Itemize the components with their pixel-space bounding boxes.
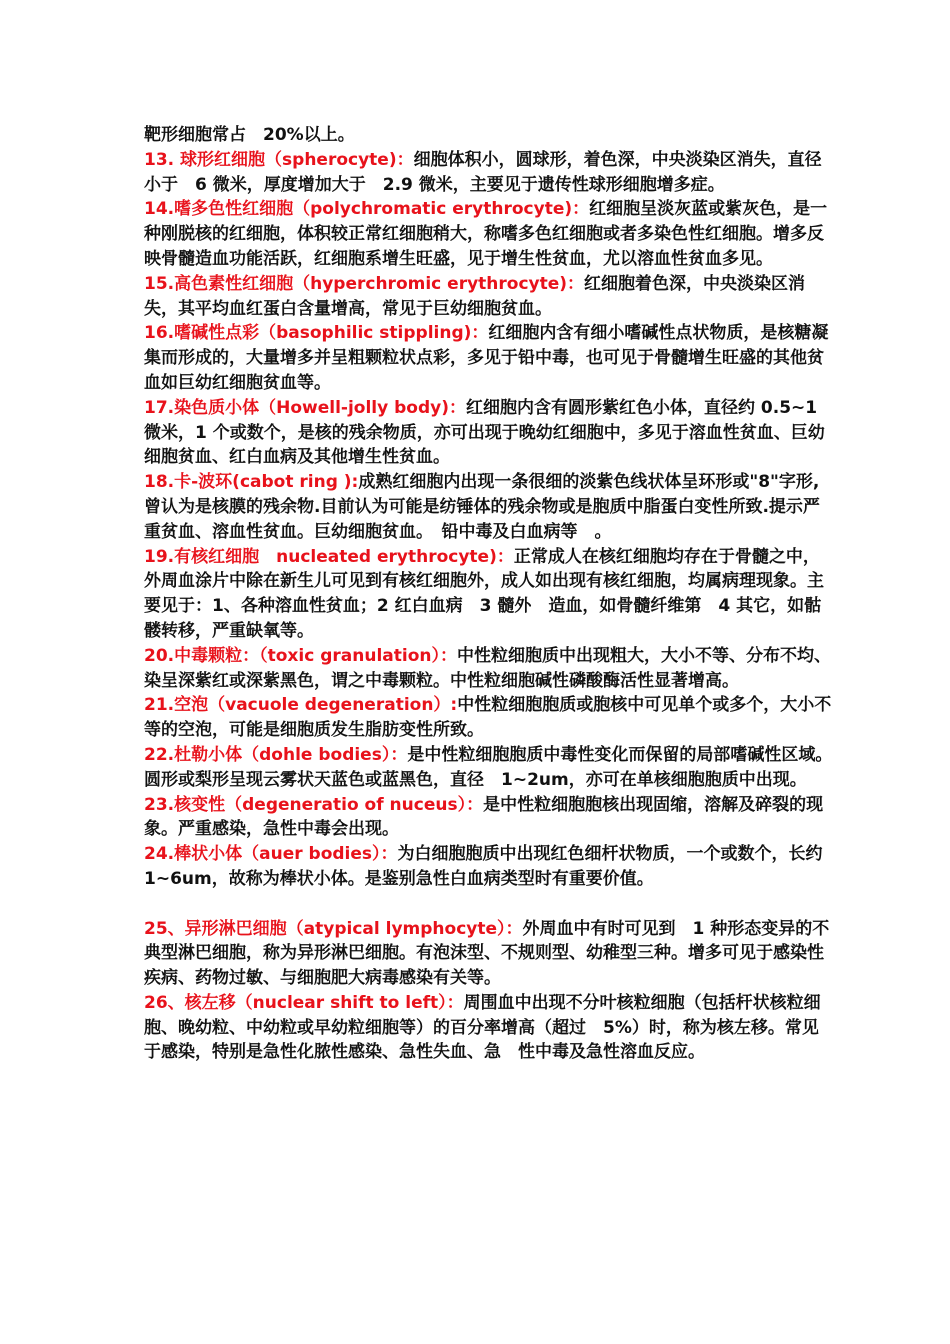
term-heading: 17.染色质小体（Howell-jolly body)： [144,397,466,418]
paragraph-nuclear-shift-left [144,991,834,1065]
paragraph-hyperchromic-erythrocyte [144,272,834,322]
paragraph-howell-jolly-body [144,396,834,470]
paragraph-text: 是中性粒细胞胞质中毒性变化而保留的局部嗜碱性区域。圆形或梨形呈现云雾状天蓝色或蓝黑色，直径 1~2um，亦可在单核细胞胞质中出现。 [144,744,833,790]
paragraph-dohle-bodies [144,743,834,793]
paragraph-auer-bodies [144,842,840,892]
paragraph-text: 正常成人在核红细胞均存在于骨髓之中，外周血涂片中除在新生儿可见到有核红细胞外，成人如出现有核红细胞，均属病理现象。主要见于：1、各种溶血性贫血；2 红白血病 3 髓外 造血，如骨髓纤维第 4 其它，如骷髅转移，严重缺氧等。 [144,546,824,641]
paragraph-text: 为白细胞胞质中出现红色细杆状物质，一个或数个，长约 1~6um，故称为棒状小体。是鉴别急性白血病类型时有重要价值。 [144,844,840,889]
paragraph-text: 中性粒细胞胞质或胞核中可见单个或多个，大小不等的空泡，可能是细胞质发生脂肪变性所致。 [144,695,832,741]
paragraph-gap [144,892,834,917]
term-heading: 14.嗜多色性红细胞（polychromatic erythrocyte)： [144,199,590,220]
paragraph-spherocyte [144,148,834,198]
term-heading: 23.核变性（degeneratio of nuceus）： [144,794,484,815]
term-heading: 21.空泡（vacuole degeneration）: [144,695,458,716]
paragraph-toxic-granulation [144,644,834,694]
paragraph-text: 红细胞内含有圆形紫红色小体，直径约 0.5~1 微米，1 个或数个，是核的残余物质，亦可出现于晚幼红细胞中，多见于溶血性贫血、巨幼细胞贫血、红白血病及其他增生性贫血。 [144,397,825,468]
term-heading: 16.嗜碱性点彩（basophilic stippling)： [144,323,489,344]
term-heading: 15.高色素性红细胞（hyperchromic erythrocyte)： [144,273,585,294]
paragraph-target-cell-tail [144,123,834,148]
paragraph-nucleated-erythrocyte [144,545,834,644]
paragraph-text: 细胞体积小，圆球形，着色深，中央淡染区消失，直径小于 6 微米，厚度增加大于 2.9 微米，主要见于遗传性球形细胞增多症。 [144,149,822,195]
term-heading: 20.中毒颗粒：（toxic granulation）： [144,645,457,666]
term-heading: 19.有核红细胞 nucleated erythrocyte)： [144,546,514,567]
term-heading: 25、异形淋巴细胞（atypical lymphocyte）： [144,918,523,939]
paragraph-text: 靶形细胞常占 20%以上。 [144,125,355,145]
paragraph-cabot-ring [144,470,834,544]
document-body [144,123,840,1065]
paragraph-text: 红细胞着色深，中央淡染区消失，其平均血红蛋白含量增高，常见于巨幼细胞贫血。 [144,273,806,319]
paragraph-atypical-lymphocyte [144,917,834,991]
paragraph-text: 是中性粒细胞胞核出现固缩，溶解及碎裂的现象。严重感染，急性中毒会出现。 [144,794,824,840]
term-heading: 26、核左移（nuclear shift to left）： [144,992,464,1013]
term-heading: 22.杜勒小体（dohle bodies）： [144,744,408,765]
paragraph-text: 中性粒细胞质中出现粗大，大小不等、分布不均、染呈深紫红或深紫黑色，谓之中毒颗粒。中性粒细胞碱性磷酸酶活性显著增高。 [144,645,831,691]
paragraph-polychromatic-erythrocyte [144,197,834,271]
paragraph-text: 成熟红细胞内出现一条很细的淡紫色线状体呈环形或"8"字形,曾认为是核膜的残余物.目前认为可能是纺锤体的残余物或是胞质中脂蛋白变性所致.提示严重贫血、溶血性贫血。巨幼细胞贫血。 铅中毒及白血病等 。 [144,472,820,542]
paragraph-text: 红细胞内含有细小嗜碱性点状物质，是核糖凝集而形成的，大量增多并呈粗颗粒状点彩，多见于铅中毒，也可见于骨髓增生旺盛的其他贫血如巨幼红细胞贫血等。 [144,323,829,393]
term-heading: 13. 球形红细胞（spherocyte)： [144,149,414,170]
paragraph-nuclear-degeneration [144,793,834,843]
paragraph-text: 周围血中出现不分叶核粒细胞（包括杆状核粒细胞、晚幼粒、中幼粒或早幼粒细胞等）的百分率增高（超过 5%）时，称为核左移。常见于感染，特别是急性化脓性感染、急性失血、急 性中毒及急性溶血反应。 [144,992,821,1063]
paragraph-basophilic-stippling [144,321,834,395]
term-heading: 18.卡-波环(cabot ring ): [144,472,359,493]
paragraph-text: 外周血中有时可见到 1 种形态变异的不典型淋巴细胞，称为异形淋巴细胞。有泡沫型、不规则型、幼稚型三种。增多可见于感染性疾病、药物过敏、与细胞肥大病毒感染有关等。 [144,918,830,989]
paragraph-vacuole-degeneration [144,693,834,743]
paragraph-text: 红细胞呈淡灰蓝或紫灰色，是一种刚脱核的红细胞，体积较正常红细胞稍大，称嗜多色红细胞或者多染色性红细胞。增多反映骨髓造血功能活跃，红细胞系增生旺盛，见于增生性贫血，尤以溶血性贫血多见。 [144,199,828,269]
term-heading: 24.棒状小体（auer bodies）： [144,844,398,865]
